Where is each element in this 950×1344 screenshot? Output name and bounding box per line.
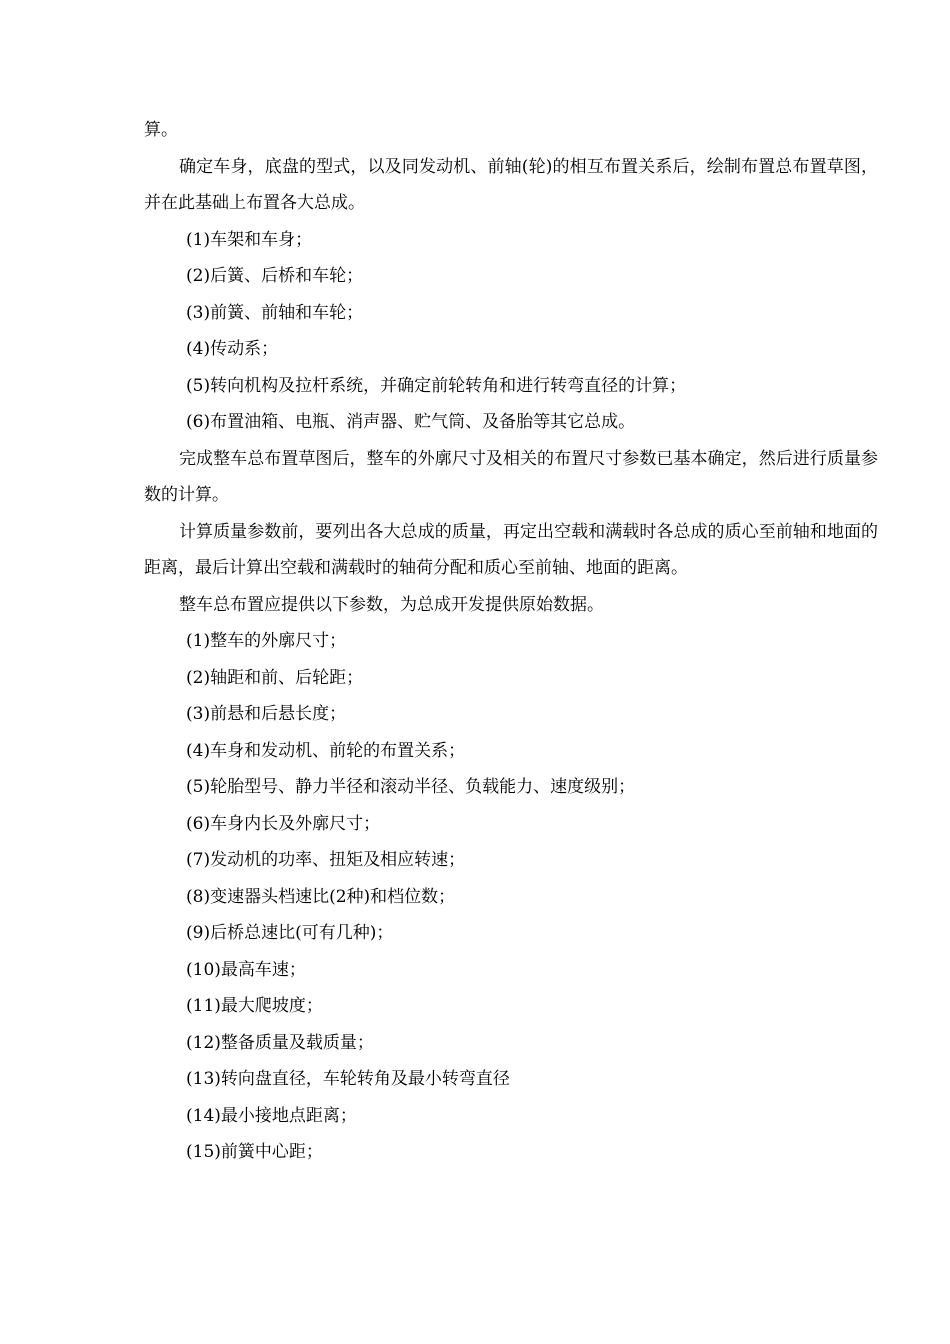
list-item: (14)最小接地点距离； [186, 1105, 357, 1126]
list-item: (4)传动系； [186, 339, 279, 359]
list-item: (2)后簧、后桥和车轮； [186, 266, 364, 286]
list-item: (11)最大爬坡度； [186, 996, 323, 1016]
list-item: (4)车身和发动机、前轮的布置关系； [186, 740, 466, 761]
list-item: (3)前悬和后悬长度； [186, 704, 347, 724]
list-item: (7)发动机的功率、扭矩及相应转速； [186, 850, 466, 870]
list-item: (10)最高车速； [186, 959, 306, 980]
body-paragraph: 确定车身，底盘的型式，以及同发动机、前轴(轮)的相互布置关系后，绘制布置总布置草图，并在此基础上布置各大总成。 [144, 156, 878, 213]
list-item: (2)轴距和前、后轮距； [186, 667, 364, 688]
list-item: (1)整车的外廓尺寸； [186, 631, 347, 651]
document-body [144, 112, 878, 1171]
body-paragraph: 完成整车总布置草图后，整车的外廓尺寸及相关的布置尺寸参数已基本确定，然后进行质量参数的计算。 [144, 448, 878, 505]
body-paragraph: 计算质量参数前，要列出各大总成的质量，再定出空载和满载时各总成的质心至前轴和地面的距离，最后计算出空载和满载时的轴荷分配和质心至前轴、地面的距离。 [144, 521, 878, 578]
list-item: (8)变速器头档速比(2种)和档位数； [186, 886, 456, 907]
continuation-text: 算。 [144, 120, 178, 140]
list-item: (1)车架和车身； [186, 229, 313, 250]
list-item: (6)布置油箱、电瓶、消声器、贮气筒、及备胎等其它总成。 [186, 412, 636, 432]
list-item: (5)轮胎型号、静力半径和滚动半径、负载能力、速度级别； [186, 777, 636, 797]
list-item: (13)转向盘直径，车轮转角及最小转弯直径 [186, 1069, 510, 1089]
list-item: (5)转向机构及拉杆系统，并确定前轮转角和进行转弯直径的计算； [186, 375, 687, 396]
body-paragraph: 整车总布置应提供以下参数，为总成开发提供原始数据。 [179, 594, 604, 615]
list-item: (6)车身内长及外廓尺寸； [186, 813, 381, 834]
list-item: (12)整备质量及载质量； [186, 1032, 374, 1053]
list-item: (3)前簧、前轴和车轮； [186, 302, 364, 323]
list-item: (9)后桥总速比(可有几种)； [186, 923, 394, 943]
list-item: (15)前簧中心距； [186, 1142, 323, 1162]
